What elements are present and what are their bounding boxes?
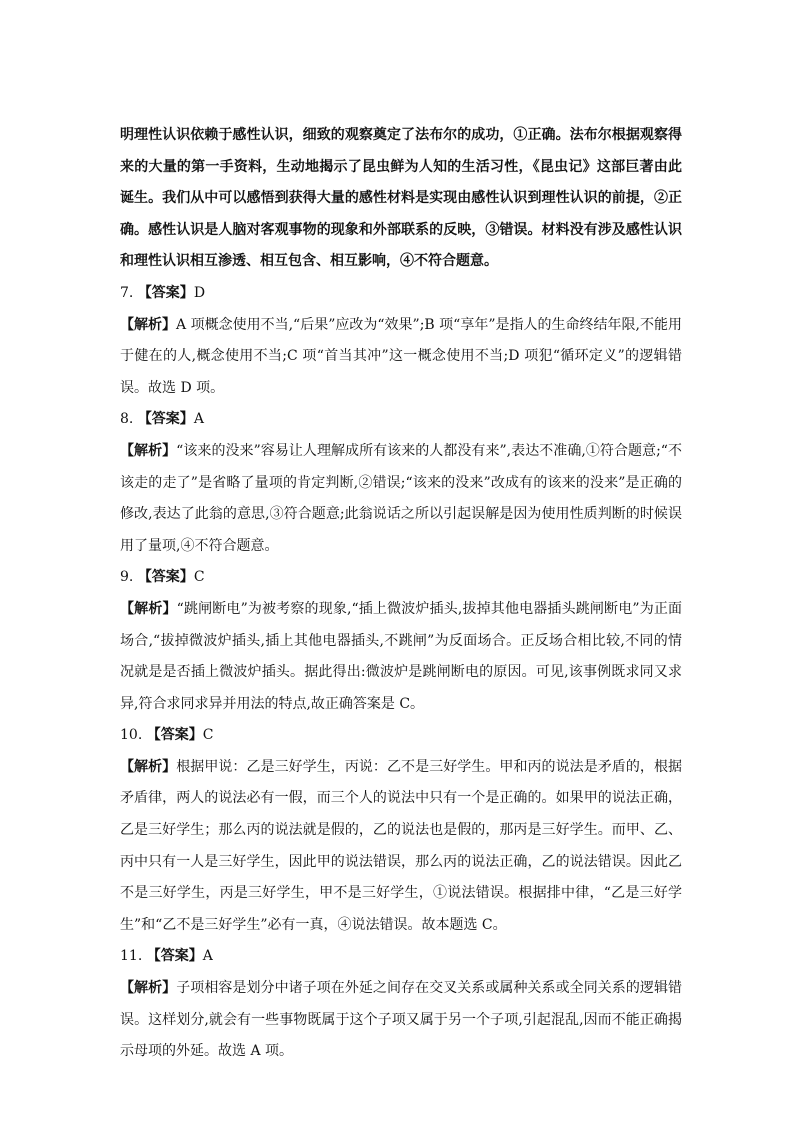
answer-label: 【答案】 — [146, 948, 203, 965]
analysis-label: 【解析】 — [120, 758, 177, 775]
answer-number: 8. — [120, 411, 134, 428]
answer-value: C — [202, 727, 214, 744]
analysis-label: 【解析】 — [120, 600, 177, 617]
analysis-text: A 项概念使用不当,“后果”应改为“效果”;B 项“享年”是指人的生命终结年限,不能用于健在的人,概念使用不当;C 项“首当其冲”这一概念使用不当;D 项犯“循环定义”的逻辑错误。故选 D 项。 — [120, 316, 683, 396]
answer-value: D — [193, 284, 206, 301]
answer-label: 【答案】 — [137, 284, 194, 301]
answer-value: C — [193, 569, 205, 586]
answer-value: A — [202, 948, 213, 965]
answer-value: A — [193, 411, 204, 428]
answer-number: 9. — [120, 569, 134, 586]
analysis-text: “该来的没来”容易让人理解成所有该来的人都没有来”,表达不准确,①符合题意;“不该走的走了”是省略了量项的肯定判断,②错误;“该来的没来”改成有的该来的没来”是正确的修改,表达了此翁的意思,③符合题意;此翁说话之所以引起误解是因为使用性质判断的时候误用了量项,④不符合题意。 — [120, 442, 682, 554]
page-content — [120, 120, 682, 1068]
analysis-paragraph-7 — [120, 310, 682, 405]
answer-number: 11. — [120, 948, 143, 965]
analysis-text: “跳闸断电”为被考察的现象,“插上微波炉插头,拔掉其他电器插头跳闸断电”为正面场合,“拔掉微波炉插头,插上其他电器插头,不跳闸”为反面场合。正反场合相比较,不同的情况就是是否插上微波炉插头。据此得出:微波炉是跳闸断电的原因。可见,该事例既求同又求异,符合求同求异并用法的特点,故正确答案是 C。 — [120, 600, 683, 712]
answer-label: 【答案】 — [146, 727, 203, 744]
answer-line-7 — [120, 278, 682, 310]
answer-number: 10. — [120, 727, 143, 744]
analysis-paragraph-8 — [120, 436, 682, 562]
answer-line-8 — [120, 404, 682, 436]
analysis-paragraph-9 — [120, 594, 682, 720]
analysis-text: 根据甲说：乙是三好学生，丙说：乙不是三好学生。甲和丙的说法是矛盾的，根据矛盾律，两人的说法必有一假，而三个人的说法中只有一个是正确的。如果甲的说法正确，乙是三好学生；那么丙的说法就是假的，乙的说法也是假的，那丙是三好学生。而甲、乙、丙中只有一人是三好学生，因此甲的说法错误，那么丙的说法正确，乙的说法错误。因此乙不是三好学生，丙是三好学生，甲不是三好学生，①说法错误。根据排中律，“乙是三好学生”和“乙不是三好学生”必有一真，④说法错误。故本题选 C。 — [120, 758, 683, 933]
analysis-text: 子项相容是划分中诸子项在外延之间存在交叉关系或属种关系或全同关系的逻辑错误。这样划分,就会有一些事物既属于这个子项又属于另一个子项,引起混乱,因而不能正确揭示母项的外延。故选 A 项。 — [120, 980, 683, 1060]
analysis-label: 【解析】 — [120, 316, 177, 333]
analysis-paragraph-10 — [120, 752, 682, 942]
analysis-label: 【解析】 — [120, 980, 177, 997]
answer-line-9 — [120, 562, 682, 594]
analysis-paragraph-11 — [120, 973, 682, 1068]
answer-line-10 — [120, 720, 682, 752]
answer-number: 7. — [120, 284, 134, 301]
analysis-label: 【解析】 — [120, 442, 177, 459]
answer-label: 【答案】 — [137, 411, 194, 428]
answer-label: 【答案】 — [137, 569, 194, 586]
intro-paragraph: 明理性认识依赖于感性认识，细致的观察奠定了法布尔的成功，①正确。法布尔根据观察得来的大量的第一手资料，生动地揭示了昆虫鲜为人知的生活习性，《昆虫记》这部巨著由此诞生。我们从中可以感悟到获得大量的感性材料是实现由感性认识到理性认识的前提，②正确。感性认识是人脑对客观事物的现象和外部联系的反映，③错误。材料没有涉及感性认识和理性认识相互渗透、相互包含、相互影响，④不符合题意。 — [120, 127, 682, 270]
answer-line-11 — [120, 941, 682, 973]
